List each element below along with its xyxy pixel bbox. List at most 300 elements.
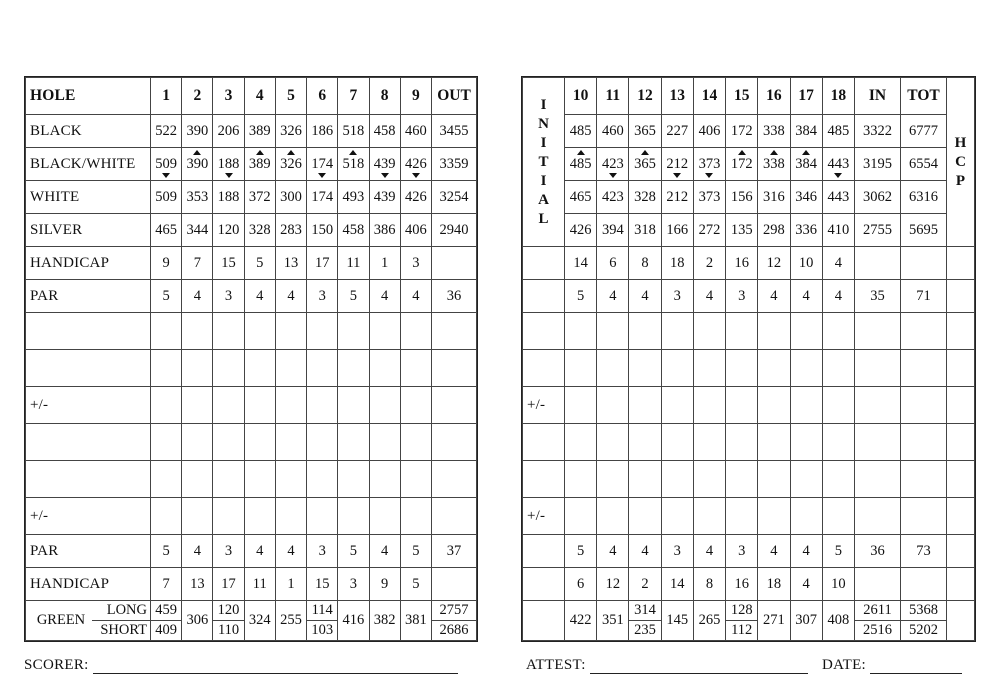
score-cell[interactable] <box>597 350 629 387</box>
tee-yardage-value: 318 <box>634 221 656 238</box>
hole-number: 16 <box>758 78 790 115</box>
score-cell[interactable] <box>855 461 901 498</box>
tee-yardage-value: 6316 <box>909 188 938 205</box>
score-cell[interactable] <box>244 461 275 498</box>
green-yardage <box>400 601 431 641</box>
scorecard-row <box>523 247 975 280</box>
tee-yardage-value: 443 <box>827 155 850 172</box>
tee-yardage <box>661 181 693 214</box>
score-cell[interactable] <box>726 313 758 350</box>
tee-yardage-value: 344 <box>186 221 209 238</box>
hcp-cell[interactable] <box>947 568 975 601</box>
score-cell[interactable] <box>400 387 431 424</box>
score-cell[interactable] <box>275 424 306 461</box>
score-cell[interactable] <box>901 461 947 498</box>
tee-yardage-value: 188 <box>217 155 240 172</box>
score-cell[interactable] <box>726 461 758 498</box>
par-row-value <box>338 535 369 568</box>
score-cell[interactable] <box>726 424 758 461</box>
score-cell[interactable] <box>822 498 854 535</box>
tee-yardage-value: 328 <box>248 221 271 238</box>
score-cell[interactable] <box>726 387 758 424</box>
handicap-row-value <box>565 247 597 280</box>
tee-yardage-value: 485 <box>569 155 592 172</box>
arrow-up-icon <box>349 150 357 155</box>
tee-yardage <box>213 181 244 214</box>
green-yardage <box>244 601 275 641</box>
score-cell[interactable] <box>855 424 901 461</box>
score-cell[interactable] <box>901 387 947 424</box>
handicap-row-value <box>565 568 597 601</box>
score-cell[interactable] <box>213 313 244 350</box>
score-cell[interactable] <box>693 424 725 461</box>
score-cell[interactable] <box>597 387 629 424</box>
score-cell[interactable] <box>400 350 431 387</box>
score-cell[interactable] <box>947 424 975 461</box>
score-cell[interactable] <box>338 424 369 461</box>
score-cell[interactable] <box>822 387 854 424</box>
tee-yardage-value: 458 <box>342 221 365 238</box>
scorecard-row <box>523 461 975 498</box>
initial-cell[interactable] <box>523 601 565 641</box>
handicap-row-value-value: 12 <box>605 575 621 592</box>
par-row-value-value: 3 <box>224 287 233 304</box>
par-row-value <box>758 280 790 313</box>
score-cell[interactable] <box>629 350 661 387</box>
par-row-value <box>432 535 477 568</box>
tee-yardage-value: 518 <box>342 122 365 139</box>
plus-minus-label: +/- <box>26 387 151 424</box>
hole-number: 5 <box>275 78 306 115</box>
score-cell[interactable] <box>790 313 822 350</box>
scorecard-row <box>26 280 477 313</box>
green-yardage-long: 314 <box>629 601 660 621</box>
score-cell[interactable] <box>275 498 306 535</box>
handicap-row-value <box>151 247 182 280</box>
score-cell[interactable] <box>822 350 854 387</box>
green-yardage-long: 2757 <box>432 601 476 621</box>
score-cell[interactable] <box>693 498 725 535</box>
score-cell[interactable] <box>901 350 947 387</box>
arrow-up-icon <box>770 150 778 155</box>
score-cell[interactable] <box>565 313 597 350</box>
scorecard-row <box>523 498 975 535</box>
score-cell[interactable] <box>661 424 693 461</box>
tee-yardage-value: 186 <box>311 122 334 139</box>
tee-yardage <box>182 115 213 148</box>
score-cell[interactable] <box>901 424 947 461</box>
score-cell[interactable] <box>822 461 854 498</box>
score-cell[interactable] <box>307 498 338 535</box>
player-name-cell[interactable] <box>26 424 151 461</box>
score-cell[interactable] <box>432 461 477 498</box>
par-row-value-value: 4 <box>705 287 714 304</box>
hole-number: 11 <box>597 78 629 115</box>
player-name-cell[interactable] <box>26 313 151 350</box>
tee-yardage-value: 485 <box>569 122 592 139</box>
score-cell[interactable] <box>661 313 693 350</box>
tee-yardage <box>151 148 182 181</box>
score-cell[interactable] <box>151 461 182 498</box>
handicap-row-value <box>275 568 306 601</box>
score-cell[interactable] <box>369 350 400 387</box>
score-cell[interactable] <box>244 424 275 461</box>
score-cell[interactable] <box>338 498 369 535</box>
tee-yardage <box>790 115 822 148</box>
par-row-value-value: 4 <box>412 287 420 304</box>
initial-letter: A <box>538 191 549 208</box>
scorecard-row <box>26 247 477 280</box>
handicap-row-value-value: 17 <box>221 575 236 592</box>
initial-cell[interactable] <box>523 568 565 601</box>
green-yardage <box>629 601 661 641</box>
tee-yardage <box>758 181 790 214</box>
score-cell[interactable] <box>338 387 369 424</box>
initial-cell[interactable] <box>523 535 565 568</box>
scorecard-row <box>26 115 477 148</box>
score-cell[interactable] <box>369 461 400 498</box>
initial-cell[interactable] <box>523 280 565 313</box>
par-row-value <box>213 535 244 568</box>
initial-label <box>523 78 565 247</box>
scorecard-row <box>26 535 477 568</box>
score-cell[interactable] <box>151 424 182 461</box>
handicap-row-value <box>629 247 661 280</box>
player-name-cell[interactable] <box>26 350 151 387</box>
scorecard-row <box>26 601 477 641</box>
green-yardage-split <box>901 601 946 640</box>
score-cell[interactable] <box>661 387 693 424</box>
score-cell[interactable] <box>275 387 306 424</box>
player-name-cell[interactable] <box>26 461 151 498</box>
green-yardage-short: 112 <box>731 622 753 639</box>
date-field[interactable] <box>870 659 962 674</box>
initial-cell[interactable] <box>523 424 565 461</box>
score-cell[interactable] <box>432 498 477 535</box>
score-cell[interactable] <box>400 424 431 461</box>
par-row-value-value: 35 <box>870 287 885 304</box>
score-cell[interactable] <box>432 350 477 387</box>
green-yardage-short: 5202 <box>909 622 938 639</box>
score-cell[interactable] <box>629 387 661 424</box>
green-yardage-split <box>307 601 337 640</box>
score-cell[interactable] <box>597 424 629 461</box>
score-cell[interactable] <box>661 461 693 498</box>
date-line[interactable] <box>822 657 962 674</box>
score-cell[interactable] <box>597 498 629 535</box>
attest-label: ATTEST: <box>526 657 586 673</box>
score-cell[interactable] <box>822 313 854 350</box>
tee-label: BLACK <box>26 115 151 148</box>
handicap-row-value-value: 3 <box>412 254 420 271</box>
handicap-row-value <box>400 247 431 280</box>
score-cell[interactable] <box>432 424 477 461</box>
initial-cell[interactable] <box>523 313 565 350</box>
handicap-row-value-value: 17 <box>314 254 330 271</box>
score-cell[interactable] <box>307 387 338 424</box>
hole-number: 9 <box>400 78 431 115</box>
score-cell[interactable] <box>182 461 213 498</box>
score-cell[interactable] <box>758 424 790 461</box>
score-cell[interactable] <box>758 350 790 387</box>
tee-yardage-value: 493 <box>342 188 365 205</box>
score-cell[interactable] <box>307 313 338 350</box>
par-row-value-value: 5 <box>349 542 358 559</box>
score-cell[interactable] <box>661 350 693 387</box>
score-cell[interactable] <box>901 498 947 535</box>
hcp-text <box>947 134 974 191</box>
tee-yardage-value: 3195 <box>863 155 892 172</box>
tee-yardage <box>213 115 244 148</box>
handicap-row-value <box>693 247 725 280</box>
score-cell[interactable] <box>822 424 854 461</box>
score-cell[interactable] <box>790 350 822 387</box>
score-cell[interactable] <box>244 350 275 387</box>
score-cell[interactable] <box>726 350 758 387</box>
tee-yardage-value: 443 <box>827 188 850 205</box>
tee-yardage <box>244 148 275 181</box>
handicap-row-value <box>693 568 725 601</box>
score-cell[interactable] <box>597 461 629 498</box>
hcp-cell[interactable] <box>947 280 975 313</box>
handicap-row-value <box>369 247 400 280</box>
back-nine-scorecard <box>521 76 976 642</box>
green-yardage-split <box>629 601 660 640</box>
score-cell[interactable] <box>275 350 306 387</box>
par-row-value-value: 5 <box>412 542 420 559</box>
par-row-value <box>822 535 854 568</box>
handicap-row-value-value: 1 <box>381 254 389 271</box>
arrow-up-icon <box>641 150 649 155</box>
handicap-row-value <box>182 568 213 601</box>
score-cell[interactable] <box>790 498 822 535</box>
hole-number: 7 <box>338 78 369 115</box>
score-cell[interactable] <box>338 350 369 387</box>
tee-yardage-value: 390 <box>186 122 209 139</box>
handicap-row-value <box>400 568 431 601</box>
score-cell[interactable] <box>182 387 213 424</box>
tee-yardage <box>307 181 338 214</box>
score-cell[interactable] <box>400 498 431 535</box>
tee-yardage-value: 3322 <box>863 122 892 139</box>
tee-yardage <box>275 181 306 214</box>
scorecard-row <box>523 181 975 214</box>
tee-yardage <box>822 115 854 148</box>
score-cell[interactable] <box>213 387 244 424</box>
score-cell[interactable] <box>855 313 901 350</box>
arrow-up-icon <box>287 150 295 155</box>
score-cell[interactable] <box>947 461 975 498</box>
score-cell[interactable] <box>629 498 661 535</box>
tee-yardage-value: 3359 <box>439 155 469 172</box>
handicap-row-value-value: 4 <box>834 254 842 271</box>
tee-yardage <box>213 148 244 181</box>
par-row-value-value: 3 <box>738 542 746 559</box>
score-cell[interactable] <box>947 498 975 535</box>
score-cell[interactable] <box>182 498 213 535</box>
score-cell[interactable] <box>338 313 369 350</box>
par-row-value <box>693 535 725 568</box>
tee-label: SILVER <box>26 214 151 247</box>
tee-yardage <box>790 148 822 181</box>
tee-yardage-value: 406 <box>698 122 721 139</box>
score-cell[interactable] <box>369 387 400 424</box>
score-cell[interactable] <box>855 498 901 535</box>
green-yardage <box>307 601 338 641</box>
score-cell[interactable] <box>565 498 597 535</box>
handicap-row-value <box>338 247 369 280</box>
score-cell[interactable] <box>693 313 725 350</box>
score-cell[interactable] <box>758 461 790 498</box>
tee-yardage <box>369 214 400 247</box>
attest-line[interactable] <box>526 657 808 674</box>
initial-cell[interactable] <box>523 350 565 387</box>
score-cell[interactable] <box>758 313 790 350</box>
score-cell[interactable] <box>432 387 477 424</box>
score-cell[interactable] <box>213 461 244 498</box>
score-cell[interactable] <box>182 424 213 461</box>
green-yardage <box>275 601 306 641</box>
tee-yardage <box>400 214 431 247</box>
score-cell[interactable] <box>790 461 822 498</box>
score-cell[interactable] <box>182 313 213 350</box>
arrow-up-icon <box>802 150 810 155</box>
score-cell[interactable] <box>213 498 244 535</box>
tee-yardage <box>338 115 369 148</box>
score-cell[interactable] <box>855 387 901 424</box>
tee-yardage <box>338 181 369 214</box>
tee-yardage <box>901 181 947 214</box>
tee-yardage-value: 372 <box>248 188 271 205</box>
tee-yardage-value: 394 <box>601 221 624 238</box>
score-cell[interactable] <box>338 461 369 498</box>
hole-number: 6 <box>307 78 338 115</box>
score-cell[interactable] <box>565 387 597 424</box>
score-cell[interactable] <box>151 387 182 424</box>
score-cell[interactable] <box>369 498 400 535</box>
green-yardage-split <box>151 601 181 640</box>
score-cell[interactable] <box>947 350 975 387</box>
hcp-cell[interactable] <box>947 247 975 280</box>
score-cell[interactable] <box>307 461 338 498</box>
hole-number: 10 <box>565 78 597 115</box>
score-cell[interactable] <box>565 461 597 498</box>
handicap-row-value-value: 14 <box>670 575 685 592</box>
score-cell[interactable] <box>629 461 661 498</box>
score-cell[interactable] <box>790 424 822 461</box>
hcp-cell[interactable] <box>947 601 975 641</box>
initial-cell[interactable] <box>523 247 565 280</box>
score-cell[interactable] <box>244 313 275 350</box>
score-cell[interactable] <box>661 498 693 535</box>
initial-letter: L <box>538 210 549 227</box>
scorer-label: SCORER: <box>24 657 89 673</box>
score-cell[interactable] <box>693 350 725 387</box>
score-cell[interactable] <box>213 424 244 461</box>
green-yardage-value: 408 <box>827 612 850 629</box>
score-cell[interactable] <box>597 313 629 350</box>
score-cell[interactable] <box>369 424 400 461</box>
green-label <box>26 601 150 640</box>
score-cell[interactable] <box>901 313 947 350</box>
tee-yardage <box>597 181 629 214</box>
green-yardage <box>338 601 369 641</box>
score-cell[interactable] <box>947 313 975 350</box>
handicap-row-value-value: 11 <box>346 254 361 271</box>
score-cell[interactable] <box>275 313 306 350</box>
hcp-cell[interactable] <box>947 535 975 568</box>
green-yardage-short: 2516 <box>863 622 892 639</box>
score-cell[interactable] <box>151 350 182 387</box>
tee-yardage-value: 373 <box>698 188 721 205</box>
scorer-line[interactable] <box>24 657 458 674</box>
handicap-row-value-value: 9 <box>381 575 389 592</box>
score-cell[interactable] <box>693 387 725 424</box>
score-cell[interactable] <box>400 313 431 350</box>
score-cell[interactable] <box>151 313 182 350</box>
score-cell[interactable] <box>726 498 758 535</box>
score-cell[interactable] <box>855 350 901 387</box>
score-cell[interactable] <box>369 313 400 350</box>
par-row-value-value: 4 <box>641 287 649 304</box>
tee-yardage <box>758 115 790 148</box>
tee-yardage <box>400 181 431 214</box>
score-cell[interactable] <box>629 313 661 350</box>
hcp-letter: H <box>954 134 967 151</box>
par-row-value <box>693 280 725 313</box>
score-cell[interactable] <box>565 424 597 461</box>
green-yardage-short: 110 <box>217 622 240 639</box>
score-cell[interactable] <box>213 350 244 387</box>
score-cell[interactable] <box>758 498 790 535</box>
tee-yardage <box>307 214 338 247</box>
tee-yardage <box>901 148 947 181</box>
hole-number: 15 <box>726 78 758 115</box>
score-cell[interactable] <box>693 461 725 498</box>
par-row-value <box>213 280 244 313</box>
tee-yardage <box>565 148 597 181</box>
score-cell[interactable] <box>182 350 213 387</box>
handicap-row-label: HANDICAP <box>26 568 151 601</box>
scorecard-row <box>523 115 975 148</box>
score-cell[interactable] <box>758 387 790 424</box>
green-yardage-short: 2686 <box>439 622 469 639</box>
score-cell[interactable] <box>947 387 975 424</box>
score-cell[interactable] <box>629 424 661 461</box>
tee-yardage-value: 3455 <box>439 122 469 139</box>
tee-yardage <box>244 181 275 214</box>
score-cell[interactable] <box>307 350 338 387</box>
attest-field[interactable] <box>590 659 808 674</box>
handicap-row-value <box>790 568 822 601</box>
hole-number: 8 <box>369 78 400 115</box>
tee-yardage-value: 120 <box>217 221 240 238</box>
score-cell[interactable] <box>244 498 275 535</box>
score-cell[interactable] <box>244 387 275 424</box>
score-cell[interactable] <box>790 387 822 424</box>
scorecard-row <box>523 313 975 350</box>
tee-yardage <box>400 148 431 181</box>
score-cell[interactable] <box>400 461 431 498</box>
score-cell[interactable] <box>307 424 338 461</box>
score-cell[interactable] <box>275 461 306 498</box>
initial-cell[interactable] <box>523 461 565 498</box>
scorer-field[interactable] <box>93 659 458 674</box>
score-cell[interactable] <box>432 313 477 350</box>
score-cell[interactable] <box>151 498 182 535</box>
tee-yardage <box>901 115 947 148</box>
score-cell[interactable] <box>565 350 597 387</box>
